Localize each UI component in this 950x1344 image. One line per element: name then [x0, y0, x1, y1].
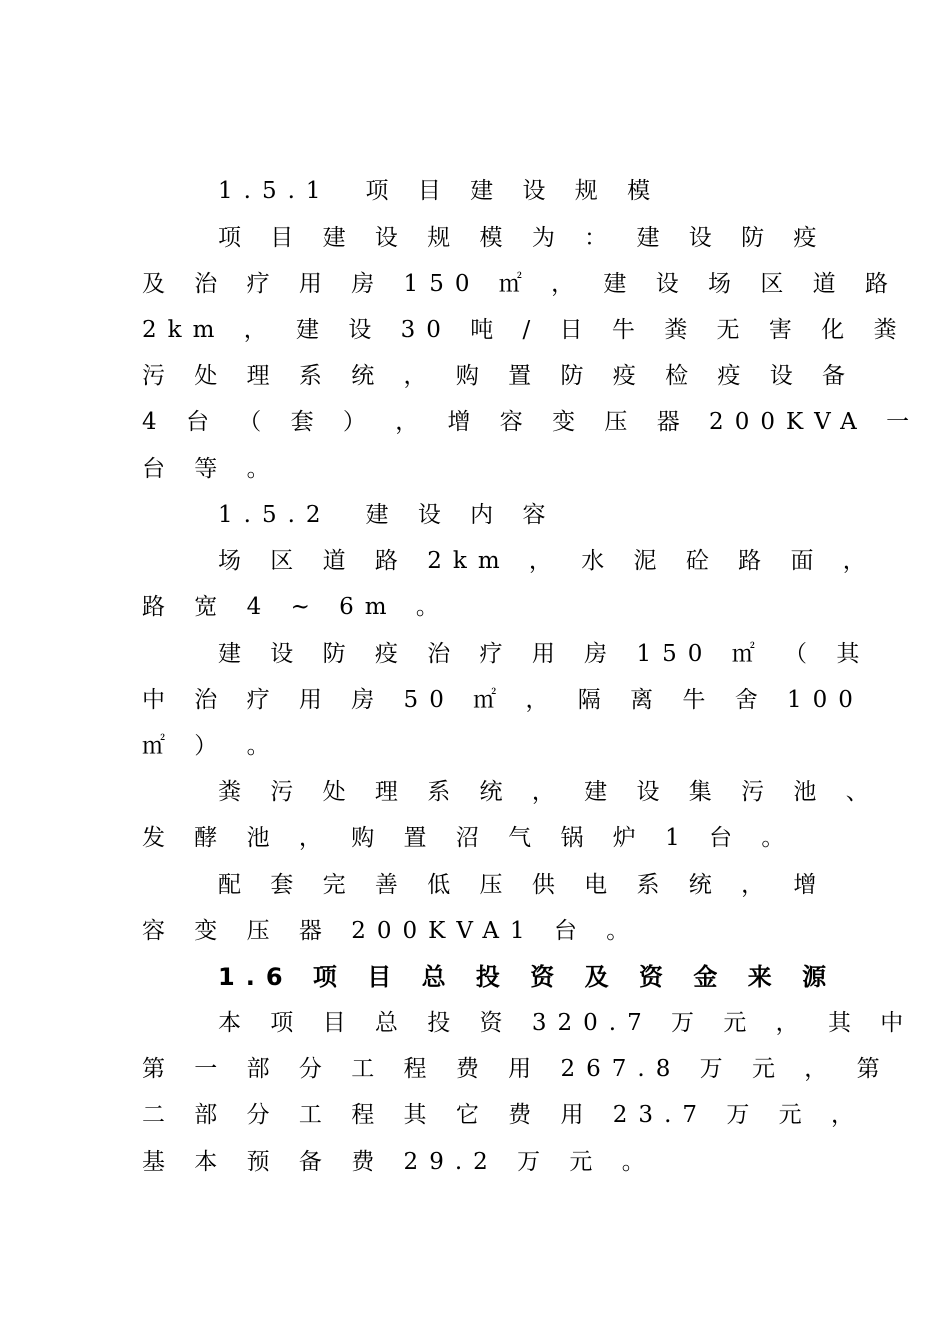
paragraph-line: 场 区 道 路 2km ， 水 泥 砼 路 面 ， — [218, 548, 877, 574]
paragraph-line: 2km ， 建 设 30 吨 / 日 牛 粪 无 害 化 粪 — [142, 317, 908, 343]
paragraph-line: 4 台 （ 套 ） ， 增 容 变 压 器 200KVA 一 — [142, 409, 921, 435]
paragraph-line: 建 设 防 疫 治 疗 用 房 150 ㎡ （ 其 — [218, 641, 871, 667]
paragraph-line: 基 本 预 备 费 29.2 万 元 。 — [142, 1149, 656, 1175]
paragraph-line: 发 酵 池 ， 购 置 沼 气 锅 炉 1 台 。 — [142, 825, 796, 851]
paragraph-line: 粪 污 处 理 系 统 ， 建 设 集 污 池 、 — [218, 779, 880, 805]
paragraph-line: 第 一 部 分 工 程 费 用 267.8 万 元 ， 第 — [142, 1056, 891, 1082]
section-heading-1-5-2: 1.5.2 建 设 内 容 — [218, 502, 557, 528]
paragraph-line: 容 变 压 器 200KVA1 台 。 — [142, 918, 641, 944]
paragraph-line: 配 套 完 善 低 压 供 电 系 统 ， 增 — [218, 872, 828, 898]
section-heading-1-6: 1.6 项 目 总 投 资 及 资 金 来 源 — [218, 963, 838, 991]
paragraph-line: 污 处 理 系 统 ， 购 置 防 疫 检 疫 设 备 — [142, 363, 857, 389]
paragraph-line: 二 部 分 工 程 其 它 费 用 23.7 万 元 ， — [142, 1102, 865, 1128]
section-heading-1-5-1: 1.5.1 项 目 建 设 规 模 — [218, 178, 662, 204]
paragraph-line: 及 治 疗 用 房 150 ㎡ ， 建 设 场 区 道 路 — [142, 271, 899, 297]
paragraph-line: 项 目 建 设 规 模 为 ： 建 设 防 疫 — [218, 225, 828, 251]
paragraph-line: 本 项 目 总 投 资 320.7 万 元 ， 其 中 — [218, 1010, 915, 1036]
paragraph-line: ㎡ ） 。 — [142, 733, 281, 759]
paragraph-line: 台 等 。 — [142, 456, 281, 482]
paragraph-line: 路 宽 4 ~ 6m 。 — [142, 594, 450, 620]
paragraph-line: 中 治 疗 用 房 50 ㎡ ， 隔 离 牛 舍 100 — [142, 687, 864, 713]
